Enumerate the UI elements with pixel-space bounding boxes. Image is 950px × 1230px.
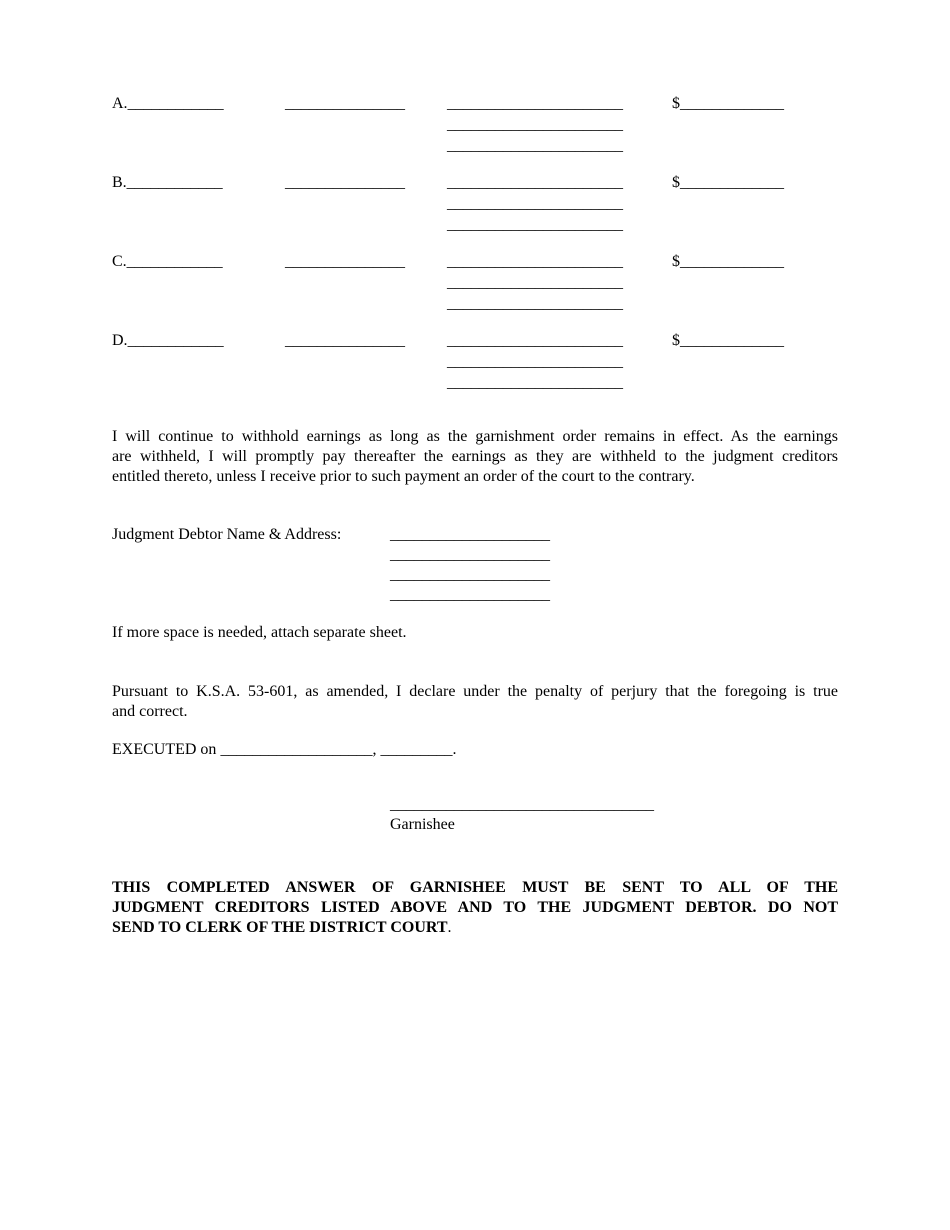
judgment-debtor-label: Judgment Debtor Name & Address: <box>112 526 342 543</box>
creditor-a-label: A. <box>112 95 128 112</box>
creditor-d-label: D. <box>112 332 128 349</box>
garnishee-signature-label: Garnishee <box>390 816 455 833</box>
withhold-paragraph-line-1: I will continue to withhold earnings as long as the garnishment order remains in effect. As the earnings <box>112 428 838 445</box>
creditor-a-address-blank-2: ______________________ <box>447 116 623 133</box>
creditor-a-dollar-sign: $ <box>672 95 680 112</box>
judgment-debtor-blank-1: ____________________ <box>390 526 550 543</box>
creditor-c-amount-blank: _____________ <box>680 253 784 270</box>
creditor-c-amount-field <box>672 251 838 314</box>
creditor-b-name-field <box>112 172 285 235</box>
creditor-d-dollar-sign: $ <box>672 332 680 349</box>
judgment-debtor-blanks <box>390 525 550 605</box>
creditor-b-address-blank-3: ______________________ <box>447 216 623 233</box>
creditor-d-amount-blank: _____________ <box>680 332 784 349</box>
creditor-a-name-blank: ____________ <box>127 95 224 112</box>
more-space-note: If more space is needed, attach separate sheet. <box>112 624 407 641</box>
creditor-row-c <box>112 251 838 314</box>
notice-line-3 <box>112 918 838 938</box>
creditor-c-name-field <box>112 251 285 314</box>
creditor-a-address-blank-3: ______________________ <box>447 137 623 154</box>
executed-line <box>112 740 838 760</box>
executed-date-blank: ___________________ <box>220 741 373 758</box>
creditor-d-address-blank-1: ______________________ <box>447 332 623 349</box>
withhold-paragraph-line-3: entitled thereto, unless I receive prior to such payment an order of the court to the contrary. <box>112 468 695 485</box>
creditor-d-address-blanks <box>447 330 672 393</box>
withhold-paragraph-line-2: are withheld, I will promptly pay thereafter the earnings as they are withheld to the judgment creditors <box>112 448 838 465</box>
signature-block <box>390 795 838 835</box>
creditor-a-address-blank-1: ______________________ <box>447 95 623 112</box>
perjury-paragraph-line-1: Pursuant to K.S.A. 53-601, as amended, I declare under the penalty of perjury that the foregoing is true <box>112 683 838 700</box>
judgment-debtor-blank-2: ____________________ <box>390 546 550 563</box>
creditor-d-amount-field <box>672 330 838 393</box>
notice-paragraph <box>112 878 838 938</box>
creditor-c-address-blanks <box>447 251 672 314</box>
creditor-b-label: B. <box>112 174 127 191</box>
creditor-b-col2-blank: _______________ <box>285 174 405 191</box>
executed-year-blank: _________ <box>380 741 453 758</box>
creditor-c-col2-blank: _______________ <box>285 253 405 270</box>
judgment-debtor-blank-4: ____________________ <box>390 586 550 603</box>
creditor-b-amount-field <box>672 172 838 235</box>
notice-line-3-text: SEND TO CLERK OF THE DISTRICT COURT <box>112 919 448 936</box>
creditor-row-a <box>112 93 838 156</box>
creditor-b-address-blanks <box>447 172 672 235</box>
creditor-c-address-blank-1: ______________________ <box>447 253 623 270</box>
creditor-b-amount-blank: _____________ <box>680 174 784 191</box>
creditor-c-name-blank: ____________ <box>126 253 223 270</box>
creditor-row-b <box>112 172 838 235</box>
creditor-b-dollar-sign: $ <box>672 174 680 191</box>
creditor-a-col2-blank: _______________ <box>285 95 405 112</box>
executed-comma: , <box>372 741 381 758</box>
creditor-row-d <box>112 330 838 393</box>
perjury-paragraph-line-2: and correct. <box>112 703 188 720</box>
creditor-d-name-blank: ____________ <box>127 332 224 349</box>
creditor-c-label: C. <box>112 253 127 270</box>
creditor-b-name-blank: ____________ <box>126 174 223 191</box>
creditor-a-address-blanks <box>447 93 672 156</box>
garnishee-signature-blank: _________________________________ <box>390 796 654 813</box>
creditor-c-address-blank-2: ______________________ <box>447 274 623 291</box>
creditor-d-col2-blank: _______________ <box>285 332 405 349</box>
creditor-a-amount-blank: _____________ <box>680 95 784 112</box>
notice-line-2: JUDGMENT CREDITORS LISTED ABOVE AND TO THE JUDGMENT DEBTOR. DO NOT <box>112 899 838 916</box>
creditor-d-address-blank-2: ______________________ <box>447 353 623 370</box>
judgment-debtor-block <box>112 525 838 605</box>
judgment-debtor-blank-3: ____________________ <box>390 566 550 583</box>
perjury-paragraph <box>112 682 838 722</box>
withhold-paragraph <box>112 427 838 487</box>
creditor-c-dollar-sign: $ <box>672 253 680 270</box>
notice-final-period: . <box>447 919 452 936</box>
executed-label: EXECUTED on <box>112 741 221 758</box>
notice-line-1: THIS COMPLETED ANSWER OF GARNISHEE MUST BE SENT TO ALL OF THE <box>112 879 838 896</box>
creditor-d-name-field <box>112 330 285 393</box>
executed-period: . <box>452 741 457 758</box>
creditor-d-address-blank-3: ______________________ <box>447 374 623 391</box>
creditor-b-address-blank-1: ______________________ <box>447 174 623 191</box>
creditor-a-name-field <box>112 93 285 156</box>
creditor-a-amount-field <box>672 93 838 156</box>
creditor-b-address-blank-2: ______________________ <box>447 195 623 212</box>
creditor-c-address-blank-3: ______________________ <box>447 295 623 312</box>
